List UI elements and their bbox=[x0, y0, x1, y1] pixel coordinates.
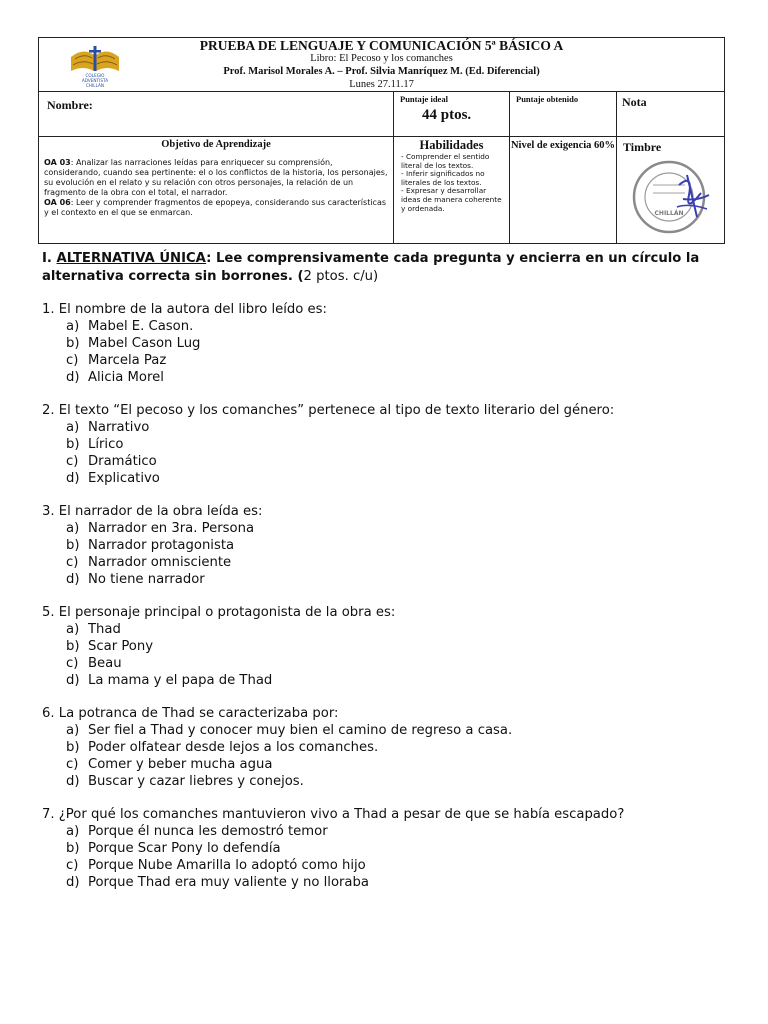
grade-field[interactable] bbox=[617, 92, 725, 137]
exam-date: Lunes 27.11.17 bbox=[349, 79, 414, 90]
option[interactable] bbox=[66, 537, 742, 554]
option-text: Beau bbox=[88, 656, 122, 671]
option[interactable] bbox=[66, 335, 742, 352]
option[interactable] bbox=[66, 554, 742, 571]
option-letter: b) bbox=[66, 740, 80, 755]
option-text: No tiene narrador bbox=[88, 572, 205, 587]
option-text: Narrativo bbox=[88, 420, 150, 435]
option-letter: c) bbox=[66, 656, 79, 671]
exam-title-cell bbox=[39, 38, 725, 92]
section-title: ALTERNATIVA ÚNICA bbox=[56, 251, 207, 266]
option-letter: d) bbox=[66, 774, 80, 789]
objective-text bbox=[44, 158, 389, 218]
option[interactable] bbox=[66, 672, 742, 689]
option-text: Narrador protagonista bbox=[88, 538, 235, 553]
svg-text:CHILLÁN: CHILLÁN bbox=[85, 83, 105, 87]
question-number: 1 bbox=[42, 302, 51, 317]
option-letter: b) bbox=[66, 639, 80, 654]
option[interactable] bbox=[66, 823, 742, 840]
option[interactable] bbox=[66, 756, 742, 773]
option-text: Comer y beber mucha agua bbox=[88, 757, 273, 772]
option-text: Narrador omnisciente bbox=[88, 555, 232, 570]
option-text: Mabel Cason Lug bbox=[88, 336, 201, 351]
skills-list bbox=[401, 153, 506, 213]
option[interactable] bbox=[66, 739, 742, 756]
option-text: Poder olfatear desde lejos a los comanches. bbox=[88, 740, 379, 755]
skills-title: Habilidades bbox=[419, 138, 484, 152]
name-field[interactable] bbox=[39, 92, 394, 137]
skill-item: - Comprender el sentido literal de los textos. bbox=[401, 152, 490, 170]
option-text: Porque Nube Amarilla lo adoptó como hijo bbox=[88, 858, 366, 873]
option[interactable] bbox=[66, 470, 742, 487]
level-label: Nivel de exigencia 60% bbox=[510, 140, 616, 151]
option-letter: d) bbox=[66, 673, 80, 688]
option[interactable] bbox=[66, 369, 742, 386]
option[interactable] bbox=[66, 436, 742, 453]
option-text: Ser fiel a Thad y conocer muy bien el camino de regreso a casa. bbox=[88, 723, 513, 738]
oa03-code: OA 03 bbox=[44, 158, 71, 167]
option[interactable] bbox=[66, 453, 742, 470]
option-text: Porque él nunca les demostró temor bbox=[88, 824, 328, 839]
option[interactable] bbox=[66, 857, 742, 874]
question bbox=[42, 301, 742, 386]
option-text: Dramático bbox=[88, 454, 157, 469]
question-text: . La potranca de Thad se caracterizaba por: bbox=[50, 706, 339, 721]
option-text: Buscar y cazar liebres y conejos. bbox=[88, 774, 304, 789]
option[interactable] bbox=[66, 571, 742, 588]
skill-item: - Inferir significados no literales de los textos. bbox=[401, 169, 485, 187]
option-text: Explicativo bbox=[88, 471, 160, 486]
oa06-code: OA 06 bbox=[44, 198, 71, 207]
stamp-label: Timbre bbox=[623, 140, 662, 154]
ideal-score-label: Puntaje ideal bbox=[400, 94, 448, 104]
school-logo bbox=[65, 41, 125, 87]
option[interactable] bbox=[66, 655, 742, 672]
obtained-score-field[interactable] bbox=[510, 92, 617, 137]
option-text: Marcela Paz bbox=[88, 353, 167, 368]
svg-text:CHILLÁN: CHILLÁN bbox=[654, 210, 684, 217]
question-number: 6 bbox=[42, 706, 51, 721]
option[interactable] bbox=[66, 520, 742, 537]
question-number: 3 bbox=[42, 504, 51, 519]
option-letter: a) bbox=[66, 319, 80, 334]
points-note: 2 ptos. c/u) bbox=[303, 269, 379, 284]
option-text: Alicia Morel bbox=[88, 370, 164, 385]
question-text: . El texto “El pecoso y los comanches” pertenece al tipo de texto literario del género: bbox=[50, 403, 615, 418]
option-text: Thad bbox=[88, 622, 121, 637]
question bbox=[42, 402, 742, 487]
option[interactable] bbox=[66, 722, 742, 739]
option-text: Scar Pony bbox=[88, 639, 154, 654]
option-letter: a) bbox=[66, 420, 80, 435]
teachers: Prof. Marisol Morales A. – Prof. Silvia Manríquez M. (Ed. Diferencial) bbox=[223, 66, 540, 77]
question-number: 2 bbox=[42, 403, 51, 418]
option[interactable] bbox=[66, 352, 742, 369]
instructions-text: : Lee comprensivamente cada pregunta y encierra en un círculo la alternativa correcta sin borrones. ( bbox=[42, 251, 700, 284]
question bbox=[42, 604, 742, 689]
oa03-text: : Analizar las narraciones leídas para enriquecer su comprensión, considerando, cuando sea pertinente: el o los conflictos de la historia, los personajes, su evolución en el relato y su relación con otros personajes, la relación de un fragmento de la obra con el total, el narrador. bbox=[44, 158, 388, 197]
option-letter: a) bbox=[66, 521, 80, 536]
exam-body bbox=[42, 250, 742, 907]
instructions bbox=[42, 250, 742, 286]
stamp-cell bbox=[617, 137, 725, 244]
oa06-text: : Leer y comprender fragmentos de epopeya, considerando sus características y el contexto en el que se enmarcan. bbox=[44, 198, 387, 217]
option-letter: a) bbox=[66, 824, 80, 839]
option-letter: b) bbox=[66, 437, 80, 452]
option[interactable] bbox=[66, 874, 742, 891]
option-text: Narrador en 3ra. Persona bbox=[88, 521, 255, 536]
svg-text:ADVENTISTA: ADVENTISTA bbox=[81, 78, 109, 83]
question-text: . El narrador de la obra leída es: bbox=[50, 504, 263, 519]
ideal-score-value: 44 ptos. bbox=[422, 107, 472, 123]
question-number: 5 bbox=[42, 605, 51, 620]
option-letter: c) bbox=[66, 454, 79, 469]
option-text: Mabel E. Cason. bbox=[88, 319, 194, 334]
question-number: 7 bbox=[42, 807, 51, 822]
option-letter: d) bbox=[66, 875, 80, 890]
grade-label: Nota bbox=[622, 95, 647, 109]
option-letter: c) bbox=[66, 757, 79, 772]
option[interactable] bbox=[66, 638, 742, 655]
option-letter: a) bbox=[66, 723, 80, 738]
option-letter: c) bbox=[66, 353, 79, 368]
obtained-score-label: Puntaje obtenido bbox=[516, 94, 579, 104]
question bbox=[42, 806, 742, 891]
section-number: I. bbox=[42, 251, 57, 266]
objective-cell bbox=[39, 137, 394, 244]
skills-cell bbox=[394, 137, 510, 244]
question-text: . El nombre de la autora del libro leído es: bbox=[50, 302, 327, 317]
exam-header-table bbox=[38, 37, 725, 244]
objective-title: Objetivo de Aprendizaje bbox=[161, 139, 271, 150]
ideal-score-cell bbox=[394, 92, 510, 137]
option-letter: d) bbox=[66, 572, 80, 587]
option-text: Porque Thad era muy valiente y no lloraba bbox=[88, 875, 369, 890]
option-text: Lírico bbox=[88, 437, 124, 452]
school-stamp bbox=[627, 155, 717, 237]
question-text: . ¿Por qué los comanches mantuvieron vivo a Thad a pesar de que se había escapado? bbox=[50, 807, 625, 822]
svg-text:COLEGIO: COLEGIO bbox=[85, 73, 105, 78]
question bbox=[42, 705, 742, 790]
option-letter: a) bbox=[66, 622, 80, 637]
option[interactable] bbox=[66, 419, 742, 436]
option-text: La mama y el papa de Thad bbox=[88, 673, 273, 688]
skill-item: - Expresar y desarrollar ideas de manera coherente y ordenada. bbox=[401, 186, 502, 213]
option-letter: b) bbox=[66, 841, 80, 856]
option-letter: b) bbox=[66, 538, 80, 553]
option-text: Porque Scar Pony lo defendía bbox=[88, 841, 281, 856]
option[interactable] bbox=[66, 840, 742, 857]
name-label: Nombre: bbox=[47, 98, 93, 112]
option[interactable] bbox=[66, 773, 742, 790]
option-letter: c) bbox=[66, 555, 79, 570]
option-letter: c) bbox=[66, 858, 79, 873]
option[interactable] bbox=[66, 621, 742, 638]
question bbox=[42, 503, 742, 588]
option-letter: d) bbox=[66, 471, 80, 486]
question-text: . El personaje principal o protagonista de la obra es: bbox=[50, 605, 396, 620]
level-cell bbox=[510, 137, 617, 244]
exam-title: PRUEBA DE LENGUAJE Y COMUNICACIÓN 5ª BÁSICO A bbox=[199, 38, 564, 53]
option-letter: d) bbox=[66, 370, 80, 385]
book-title: Libro: El Pecoso y los comanches bbox=[310, 53, 453, 64]
option-letter: b) bbox=[66, 336, 80, 351]
option[interactable] bbox=[66, 318, 742, 335]
